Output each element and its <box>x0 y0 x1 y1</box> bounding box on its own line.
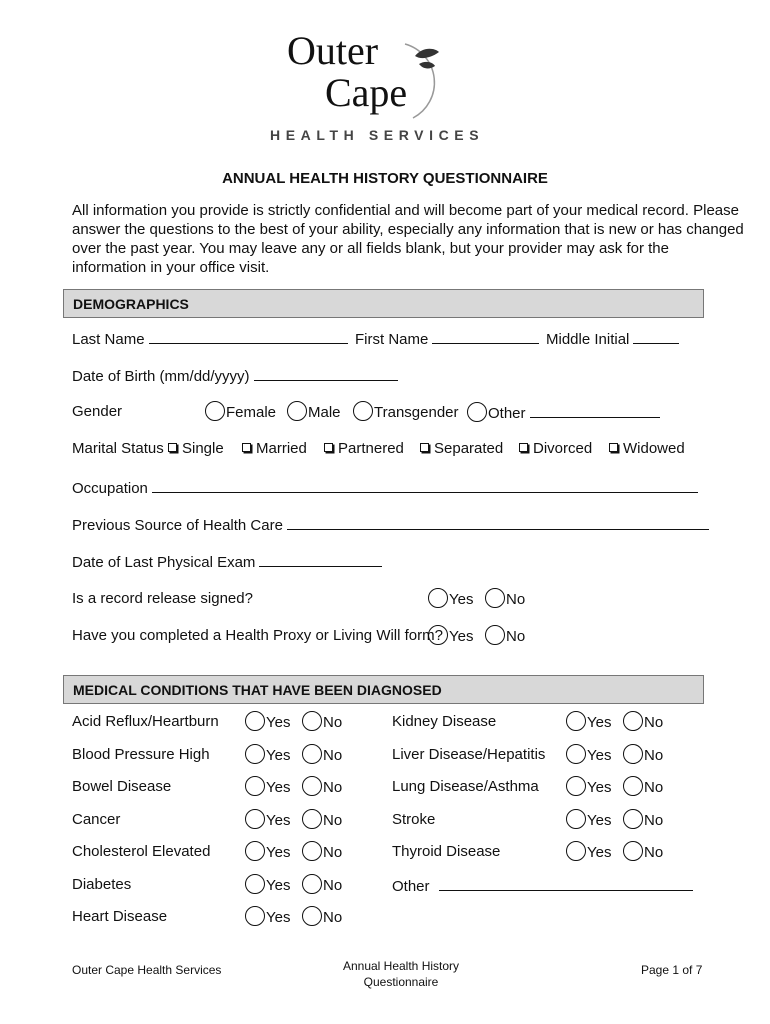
dob-field[interactable] <box>254 366 398 381</box>
last-name-field[interactable] <box>149 329 348 344</box>
cond-right-0-yes <box>566 713 611 733</box>
marital-separated-checkbox[interactable] <box>420 443 429 452</box>
cond-left-4-no-radio[interactable] <box>302 841 322 861</box>
cond-left-2-yes-radio[interactable] <box>245 776 265 796</box>
cond-right-1-yes-radio[interactable] <box>566 744 586 764</box>
gender-other-radio[interactable] <box>467 402 487 422</box>
no-label: No <box>323 876 343 894</box>
footer-page-number: Page 1 of 7 <box>641 963 703 977</box>
middle-initial-group <box>546 329 679 348</box>
no-label: No <box>323 778 343 796</box>
marital-label: Marital Status <box>72 440 164 457</box>
proxy-no-radio[interactable] <box>485 625 505 645</box>
demographics-header: DEMOGRAPHICS <box>63 289 704 318</box>
release-label: Is a record release signed? <box>72 590 253 607</box>
cond-left-4: Cholesterol Elevated <box>72 843 211 860</box>
no-label: No <box>644 811 664 829</box>
cond-left-1-no <box>302 746 342 766</box>
cond-other-label: Other <box>392 878 430 895</box>
first-name-label: First Name <box>355 331 429 348</box>
gender-label: Gender <box>72 403 123 420</box>
cond-left-0-no <box>302 713 342 733</box>
footer-center-line-2: Questionnaire <box>363 975 439 989</box>
gender-male <box>287 403 341 423</box>
intro-line-1: All information you provide is strictly confidential and will become part of your medical record. Please <box>72 202 739 219</box>
prev-care-field[interactable] <box>287 515 709 530</box>
cond-right-4: Thyroid Disease <box>392 843 501 860</box>
cond-right-3: Stroke <box>392 811 436 828</box>
cond-right-4-no-radio[interactable] <box>623 841 643 861</box>
cond-left-2-no-radio[interactable] <box>302 776 322 796</box>
yes-label: Yes <box>587 843 612 861</box>
marital-married-label: Married <box>256 440 307 457</box>
name-row <box>72 329 348 348</box>
last-name-label: Last Name <box>72 331 145 348</box>
intro-line-2: answer the questions to the best of your ability, especially any information that is new or has changed <box>72 221 744 238</box>
cond-right-3-no <box>623 811 663 831</box>
cond-left-0: Acid Reflux/Heartburn <box>72 713 219 730</box>
cond-right-2-yes-radio[interactable] <box>566 776 586 796</box>
cond-left-2-no <box>302 778 342 798</box>
conditions-header: MEDICAL CONDITIONS THAT HAVE BEEN DIAGNOSED <box>63 675 704 704</box>
cond-right-3-no-radio[interactable] <box>623 809 643 829</box>
proxy-yes <box>428 627 473 647</box>
first-name-group <box>355 329 539 348</box>
cond-left-4-yes <box>245 843 290 863</box>
cond-left-3-yes-radio[interactable] <box>245 809 265 829</box>
cond-left-5-no-radio[interactable] <box>302 874 322 894</box>
marital-partnered-label: Partnered <box>338 440 404 457</box>
middle-initial-label: Middle Initial <box>546 331 630 348</box>
release-no <box>485 590 525 610</box>
yes-label: Yes <box>266 876 291 894</box>
logo-cape: Cape <box>325 70 408 115</box>
cond-right-2-no-radio[interactable] <box>623 776 643 796</box>
cond-left-4-yes-radio[interactable] <box>245 841 265 861</box>
gender-female-radio[interactable] <box>205 401 225 421</box>
marital-separated <box>420 440 503 457</box>
occupation-label: Occupation <box>72 480 148 497</box>
release-no-label: No <box>506 590 526 608</box>
occupation-field[interactable] <box>152 478 698 493</box>
intro-paragraph <box>72 201 744 277</box>
cond-left-5-yes <box>245 876 290 896</box>
gender-other-label: Other <box>488 405 526 422</box>
gender-male-radio[interactable] <box>287 401 307 421</box>
gender-transgender-label: Transgender <box>374 403 459 421</box>
no-label: No <box>323 746 343 764</box>
cond-other-field[interactable] <box>439 876 693 891</box>
prev-care-label: Previous Source of Health Care <box>72 517 283 534</box>
yes-label: Yes <box>587 746 612 764</box>
gender-female <box>205 403 276 423</box>
logo-outer: Outer <box>287 28 379 73</box>
page-title: ANNUAL HEALTH HISTORY QUESTIONNAIRE <box>222 170 548 187</box>
release-no-radio[interactable] <box>485 588 505 608</box>
yes-label: Yes <box>266 811 291 829</box>
cond-left-1: Blood Pressure High <box>72 746 210 763</box>
no-label: No <box>323 843 343 861</box>
cond-right-3-yes <box>566 811 611 831</box>
yes-label: Yes <box>587 713 612 731</box>
cond-right-1-no <box>623 746 663 766</box>
cond-right-2-yes <box>566 778 611 798</box>
cond-right-3-yes-radio[interactable] <box>566 809 586 829</box>
dob-row <box>72 366 398 385</box>
marital-married <box>242 440 307 457</box>
yes-label: Yes <box>587 778 612 796</box>
cond-left-3: Cancer <box>72 811 121 828</box>
yes-label: Yes <box>266 908 291 926</box>
gender-female-label: Female <box>226 403 277 421</box>
cond-left-6-no <box>302 908 342 928</box>
marital-single-label: Single <box>182 440 224 457</box>
cond-left-1-yes <box>245 746 290 766</box>
cond-right-0-yes-radio[interactable] <box>566 711 586 731</box>
gender-transgender-radio[interactable] <box>353 401 373 421</box>
yes-label: Yes <box>266 713 291 731</box>
intro-line-3: over the past year. You may leave any or all fields blank, but your provider may ask for the <box>72 240 669 257</box>
cond-right-0-no-radio[interactable] <box>623 711 643 731</box>
proxy-yes-label: Yes <box>449 627 474 645</box>
footer-left: Outer Cape Health Services <box>72 963 222 977</box>
cond-left-0-no-radio[interactable] <box>302 711 322 731</box>
cond-right-1: Liver Disease/Hepatitis <box>392 746 546 763</box>
cond-left-6: Heart Disease <box>72 908 168 925</box>
first-name-field[interactable] <box>432 329 539 344</box>
logo-arc-leaf-icon <box>395 38 455 122</box>
cond-left-1-no-radio[interactable] <box>302 744 322 764</box>
proxy-no <box>485 627 525 647</box>
marital-widowed-label: Widowed <box>623 440 685 457</box>
release-yes <box>428 590 473 610</box>
proxy-label: Have you completed a Health Proxy or Living Will form? <box>72 627 443 644</box>
footer-center-line-1: Annual Health History <box>342 959 460 973</box>
cond-left-2-yes <box>245 778 290 798</box>
marital-widowed-checkbox[interactable] <box>609 443 618 452</box>
yes-label: Yes <box>587 811 612 829</box>
cond-left-5-yes-radio[interactable] <box>245 874 265 894</box>
release-yes-label: Yes <box>449 590 474 608</box>
cond-left-4-no <box>302 843 342 863</box>
cond-left-0-yes <box>245 713 290 733</box>
cond-right-4-no <box>623 843 663 863</box>
middle-initial-field[interactable] <box>633 329 679 344</box>
cond-right-1-yes <box>566 746 611 766</box>
cond-right-4-yes-radio[interactable] <box>566 841 586 861</box>
cond-right-1-no-radio[interactable] <box>623 744 643 764</box>
cond-left-6-yes <box>245 908 290 928</box>
cond-left-3-no-radio[interactable] <box>302 809 322 829</box>
prev-care-row <box>72 515 709 534</box>
marital-divorced <box>519 440 592 457</box>
cond-left-3-yes <box>245 811 290 831</box>
occupation-row <box>72 478 698 497</box>
gender-male-label: Male <box>308 403 341 421</box>
yes-label: Yes <box>266 778 291 796</box>
marital-partnered-checkbox[interactable] <box>324 443 333 452</box>
cond-right-4-yes <box>566 843 611 863</box>
marital-divorced-label: Divorced <box>533 440 593 457</box>
yes-label: Yes <box>266 843 291 861</box>
cond-left-6-no-radio[interactable] <box>302 906 322 926</box>
cond-left-3-no <box>302 811 342 831</box>
no-label: No <box>323 713 343 731</box>
cond-right-0-no <box>623 713 663 733</box>
no-label: No <box>323 811 343 829</box>
release-yes-radio[interactable] <box>428 588 448 608</box>
last-exam-field[interactable] <box>259 552 382 567</box>
no-label: No <box>644 713 664 731</box>
cond-left-5-no <box>302 876 342 896</box>
cond-left-0-yes-radio[interactable] <box>245 711 265 731</box>
last-exam-row <box>72 552 382 571</box>
cond-right-2-no <box>623 778 663 798</box>
proxy-no-label: No <box>506 627 526 645</box>
last-exam-label: Date of Last Physical Exam <box>72 554 256 571</box>
marital-partnered <box>324 440 404 457</box>
dob-label: Date of Birth (mm/dd/yyyy) <box>72 368 250 385</box>
gender-transgender <box>353 403 459 423</box>
cond-left-6-yes-radio[interactable] <box>245 906 265 926</box>
marital-widowed <box>609 440 685 457</box>
marital-single <box>168 440 224 457</box>
no-label: No <box>644 778 664 796</box>
cond-left-1-yes-radio[interactable] <box>245 744 265 764</box>
intro-line-4: information in your office visit. <box>72 259 270 276</box>
cond-left-5: Diabetes <box>72 876 132 893</box>
logo-tagline: HEALTH SERVICES <box>270 127 485 143</box>
no-label: No <box>323 908 343 926</box>
gender-other-field[interactable] <box>530 403 660 418</box>
marital-single-checkbox[interactable] <box>168 443 177 452</box>
cond-right-0: Kidney Disease <box>392 713 497 730</box>
no-label: No <box>644 843 664 861</box>
proxy-yes-radio[interactable] <box>428 625 448 645</box>
yes-label: Yes <box>266 746 291 764</box>
marital-married-checkbox[interactable] <box>242 443 251 452</box>
no-label: No <box>644 746 664 764</box>
cond-right-2: Lung Disease/Asthma <box>392 778 539 795</box>
cond-other-row <box>392 876 693 895</box>
marital-separated-label: Separated <box>434 440 504 457</box>
gender-other <box>467 403 660 424</box>
marital-divorced-checkbox[interactable] <box>519 443 528 452</box>
cond-left-2: Bowel Disease <box>72 778 172 795</box>
